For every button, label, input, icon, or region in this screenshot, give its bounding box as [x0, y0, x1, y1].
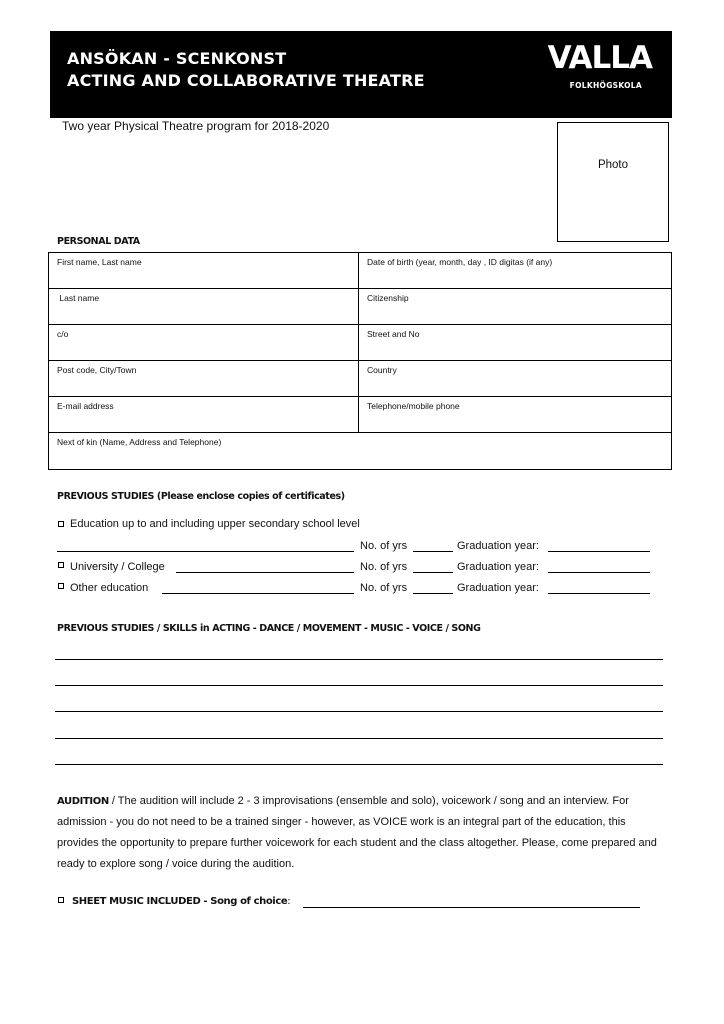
- first-name-field[interactable]: [49, 253, 359, 288]
- skills-line[interactable]: [55, 685, 663, 686]
- song-of-choice-line[interactable]: [303, 907, 640, 908]
- table-row: [49, 253, 671, 289]
- audition-label: AUDITION: [57, 796, 109, 807]
- no-of-yrs-line[interactable]: [413, 551, 453, 552]
- checkbox-other-education[interactable]: [58, 583, 64, 589]
- date-of-birth-field[interactable]: [359, 253, 671, 288]
- photo-box[interactable]: [557, 122, 669, 242]
- logo-wordmark: VALLA: [547, 40, 652, 76]
- table-row: [49, 361, 671, 397]
- sheet-music-colon: :: [287, 896, 291, 907]
- no-of-yrs-line[interactable]: [413, 572, 453, 573]
- university-line[interactable]: [176, 572, 354, 573]
- table-row: [49, 325, 671, 361]
- no-of-yrs-label: No. of yrs: [360, 540, 408, 552]
- photo-label: Photo: [597, 159, 629, 171]
- field-label: Citizenship: [367, 293, 409, 303]
- logo-subtitle: FOLKHÖGSKOLA: [569, 81, 642, 90]
- skills-line[interactable]: [55, 659, 663, 660]
- no-of-yrs-label: No. of yrs: [360, 582, 408, 594]
- secondary-education-line[interactable]: [57, 551, 354, 552]
- other-education-line[interactable]: [162, 593, 354, 594]
- postcode-city-field[interactable]: [49, 361, 359, 396]
- sheet-music-label: [72, 896, 290, 907]
- secondary-education-label: Education up to and including upper secondary school level: [70, 518, 360, 530]
- no-of-yrs-label: No. of yrs: [360, 561, 408, 573]
- header-banner: [50, 31, 672, 118]
- table-row: [49, 433, 671, 470]
- field-label: c/o: [57, 329, 69, 339]
- university-label: University / College: [70, 561, 165, 573]
- next-of-kin-field[interactable]: [49, 433, 671, 470]
- checkbox-university[interactable]: [58, 562, 64, 568]
- personal-data-heading: PERSONAL DATA: [57, 236, 140, 247]
- country-field[interactable]: [359, 361, 671, 396]
- graduation-year-line[interactable]: [548, 593, 650, 594]
- previous-studies-heading: PREVIOUS STUDIES (Please enclose copies of certificates): [57, 491, 345, 502]
- personal-data-table: [48, 252, 672, 470]
- field-label: Last name: [57, 293, 100, 303]
- field-label: E-mail address: [57, 401, 114, 411]
- graduation-year-label: Graduation year:: [457, 582, 539, 594]
- graduation-year-label: Graduation year:: [457, 561, 539, 573]
- other-education-label: Other education: [70, 582, 149, 594]
- form-title-line1: ANSÖKAN - SCENKONST: [67, 49, 287, 68]
- skills-line[interactable]: [55, 711, 663, 712]
- form-title-line2: ACTING AND COLLABORATIVE THEATRE: [67, 71, 425, 90]
- citizenship-field[interactable]: [359, 289, 671, 324]
- table-row: [49, 397, 671, 433]
- field-label: Next of kin (Name, Address and Telephone): [57, 437, 222, 447]
- field-label: Street and No: [367, 329, 420, 339]
- graduation-year-line[interactable]: [548, 551, 650, 552]
- program-subtitle: Two year Physical Theatre program for 2018-2020: [62, 119, 330, 133]
- graduation-year-label: Graduation year:: [457, 540, 539, 552]
- email-field[interactable]: [49, 397, 359, 432]
- field-label: First name, Last name: [57, 257, 142, 267]
- last-name-field[interactable]: [49, 289, 359, 324]
- field-label: Date of birth (year, month, day , ID digitas (if any): [367, 257, 553, 267]
- no-of-yrs-line[interactable]: [413, 593, 453, 594]
- sheet-music-text: SHEET MUSIC INCLUDED - Song of choice: [72, 896, 288, 907]
- checkbox-secondary-education[interactable]: [58, 521, 64, 527]
- field-label: Post code, City/Town: [57, 365, 137, 375]
- skills-line[interactable]: [55, 738, 663, 739]
- field-label: Country: [367, 365, 397, 375]
- co-field[interactable]: [49, 325, 359, 360]
- skills-heading: PREVIOUS STUDIES / SKILLS in ACTING - DANCE / MOVEMENT - MUSIC - VOICE / SONG: [57, 623, 481, 634]
- field-label: Telephone/mobile phone: [367, 401, 460, 411]
- audition-text: / The audition will include 2 - 3 improvisations (ensemble and solo), voicework / song and an interview. For admission - you do not need to be a trained singer - however, as VOICE work is an integral part of the education, this provides the opportunity to prepare further voicework for each student and the class altogether. Please, come prepared and ready to explore song / voice during the audition.: [57, 795, 657, 870]
- checkbox-sheet-music[interactable]: [58, 897, 64, 903]
- skills-line[interactable]: [55, 764, 663, 765]
- table-row: [49, 289, 671, 325]
- telephone-field[interactable]: [359, 397, 671, 432]
- audition-paragraph: [57, 791, 667, 875]
- street-field[interactable]: [359, 325, 671, 360]
- graduation-year-line[interactable]: [548, 572, 650, 573]
